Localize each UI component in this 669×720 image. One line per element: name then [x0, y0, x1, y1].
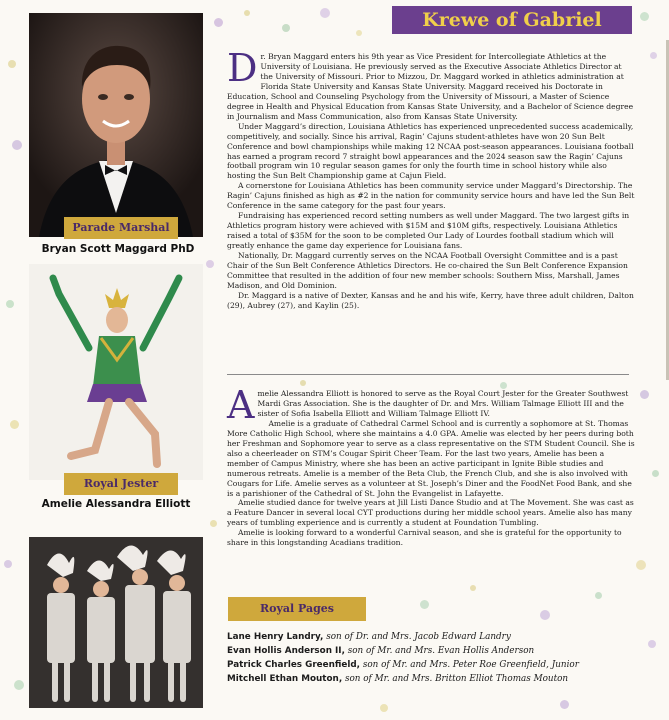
page-parents: son of Mr. and Mrs. Peter Roe Greenfield, Junior: [362, 660, 579, 670]
bio-paragraph: melie Alessandra Elliott is honored to serve as the Royal Court Jester for the Greater Southwest Mardi Gras Association. She is the daughter of Dr. and Mrs. William Talmage Elliott III and the sister of Sofia Isabella Elliott and William Talmage Elliott IV.: [257, 389, 629, 418]
bio-paragraph: Fundraising has experienced record setting numbers as well under Maggard. The two largest gifts in Athletics program history were achieved with $15M and $10M gifts, respectively. Louisiana Athletics raised a total of $35M for the soon to be completed Our Lady of Lourdes football stadium which will greatly enhance the game day experience for Louisiana fans.: [227, 211, 630, 251]
dropcap-letter: D: [227, 46, 258, 90]
list-item: [227, 672, 647, 686]
page-name: Lane Henry Landry,: [227, 632, 324, 642]
parade-marshal-title: Parade Marshal: [64, 217, 178, 239]
dropcap-letter: A: [227, 383, 255, 427]
page-name: Evan Hollis Anderson II,: [227, 646, 345, 656]
page-parents: son of Mr. and Mrs. Britton Elliot Thomas Mouton: [344, 674, 569, 684]
section-banner: Krewe of Gabriel: [392, 6, 632, 34]
page-name: Mitchell Ethan Mouton,: [227, 674, 343, 684]
bio-paragraph: Under Maggard’s direction, Louisiana Athletics has experienced unprecedented success academically, competitively, and socially. Since his arrival, Ragin’ Cajuns student-athletes have won 20 Sun Belt Conference and bowl championships while making 12 NCAA post-season appearances. Louisiana football has earned a program record 7 straight bowl appearances and the 2024 season saw the Ragin’ Cajuns football program win 10 regular season games for only the fourth time in school history while also hosting the Sun Belt Championship game at Cajun Field.: [227, 121, 634, 181]
page-name: Patrick Charles Greenfield,: [227, 660, 361, 670]
list-item: [227, 630, 647, 644]
bio-paragraph: Nationally, Dr. Maggard currently serves on the NCAA Football Oversight Committee and is a past Chair of the Sun Belt Conference Athletics Directors. He co-chaired the Sun Belt Conference Expansion Committee that resulted in the addition of four new member schools: Southern Miss, Marshall, James Madison, and Old Dominion.: [227, 251, 628, 290]
bio-paragraph: Dr. Maggard is a native of Dexter, Kansas and he and his wife, Kerry, have three adult children, Dalton (29), Aubrey (27), and Kaylin (25).: [227, 290, 634, 310]
royal-pages-list: [227, 630, 647, 686]
royal-pages-photo: [29, 537, 203, 708]
bio-paragraph: r. Bryan Maggard enters his 9th year as Vice President for Intercollegiate Athletics at the University of Louisiana. He previously served as the Executive Associate Athletics Director at the University of Missouri. Prior to Mizzou, Dr. Maggard worked in athletics administration at Florida State University and Kansas State University. Maggard received his Doctorate in Education, School and Counseling Psychology from the University of Missouri, a Master of Science degree in Health and Physical Education from Kansas State University, and a Bachelor of Science degree in Journalism and Mass Communication, also from Kansas State University.: [227, 52, 634, 121]
list-item: [227, 644, 647, 658]
royal-jester-title: Royal Jester: [64, 473, 178, 495]
parade-marshal-name: Bryan Scott Maggard PhD: [41, 243, 195, 255]
pages-illustration: [29, 537, 203, 708]
bio-paragraph: Amelie studied dance for twelve years at Jill Listi Dance Studio and at The Movement. She was cast as a Feature Dancer in several local CYT productions during her middle school years. Amelie also has many years of tumbling experience and is currently a student at Foundation Tumbling.: [227, 498, 634, 528]
jester-illustration: [29, 264, 203, 480]
bio-paragraph: Amelie is a graduate of Cathedral Carmel School and is currently a sophomore at St. Thomas More Catholic High School, where she maintains a 4.0 GPA. Amelie was elected by her peers during both her Freshman and Sophomore year to serve as a class representative on the STM Student Council. She is also a cheerleader on STM’s Cougar Spirit Cheer Team. For the last two years, Amelie has been a member of Campus Ministry, where she has been an active participant in Ignite Bible studies and numerous retreats. Amelie is a member of the Beta Club, the French Club, and she is also involved with Cougars for Life. Amelie serves as a volunteer at St. Joseph’s Diner and the FoodNet Food Bank, and she is a parishioner of the Cathedral of St. John the Evangelist in Lafayette.: [227, 418, 635, 498]
bio-paragraph: A cornerstone for Louisiana Athletics has been community service under Maggard’s Directorship. The Ragin’ Cajuns finished as high as #2 in the nation for community service hours and have led the Sun Belt Conference in the same category for the past four years.: [227, 181, 635, 211]
parade-marshal-biography: [227, 46, 635, 311]
bio-paragraph: Amelie is looking forward to a wonderful Carnival season, and she is grateful for the opportunity to share in this longstanding Acadians tradition.: [227, 528, 622, 548]
royal-jester-name: Amelie Alessandra Elliott: [41, 498, 191, 510]
page-parents: son of Dr. and Mrs. Jacob Edward Landry: [326, 632, 511, 642]
list-item: [227, 658, 647, 672]
parade-marshal-photo: [29, 13, 203, 237]
royal-jester-biography: [227, 383, 635, 548]
royal-jester-photo: [29, 264, 203, 480]
page-parents: son of Mr. and Mrs. Evan Hollis Anderson: [347, 646, 535, 656]
royal-pages-title: Royal Pages: [228, 597, 366, 621]
portrait-illustration: [29, 13, 203, 237]
section-divider: [227, 374, 629, 375]
